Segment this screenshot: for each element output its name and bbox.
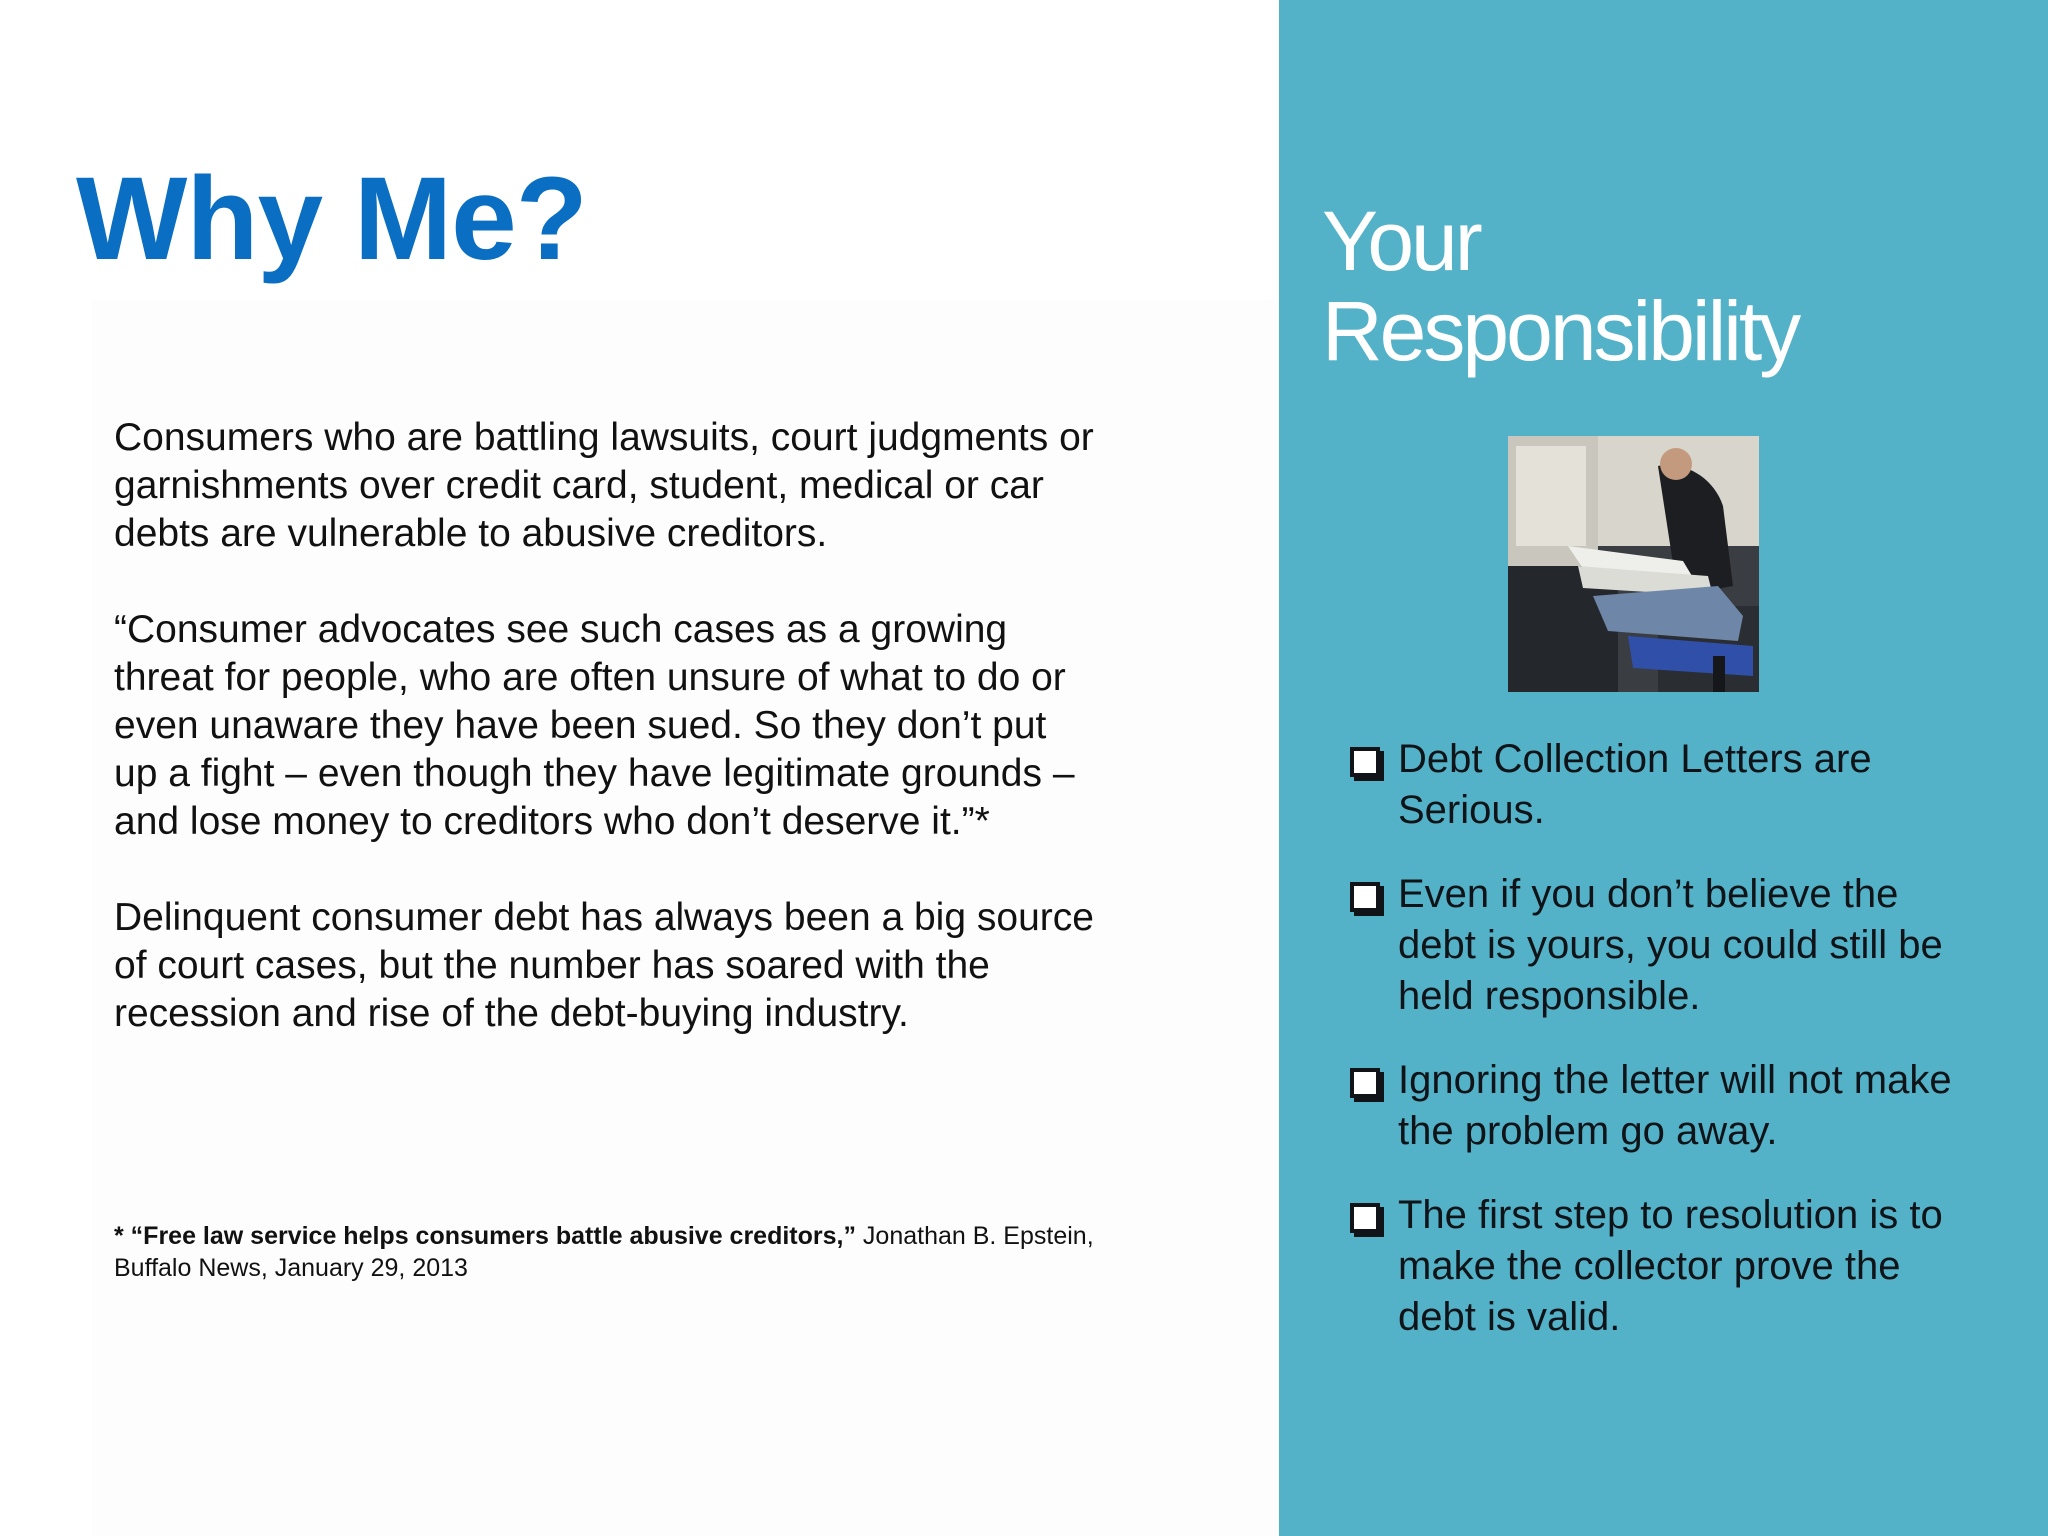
list-item: [1350, 1055, 1970, 1157]
checkbox-icon: [1350, 747, 1380, 777]
paragraph-1: Consumers who are battling lawsuits, court judgments or garnishments over credit card, student, medical or car debts are vulnerable to abusive creditors.: [114, 416, 1094, 555]
list-item-text: Debt Collection Letters are Serious.: [1398, 737, 1872, 832]
checkbox-icon: [1350, 1068, 1380, 1098]
responsibility-list: [1350, 734, 1970, 1376]
list-item: [1350, 1190, 1970, 1343]
paragraph-3: Delinquent consumer debt has always been a big source of court cases, but the number has soared with the recession and rise of the debt-buying industry.: [114, 896, 1094, 1035]
body-text: [114, 414, 1094, 1086]
checkbox-icon: [1350, 882, 1380, 912]
man-reading-papers-photo: [1508, 436, 1759, 692]
photo-illustration: [1508, 436, 1759, 692]
list-item: [1350, 734, 1970, 836]
list-item: [1350, 869, 1970, 1022]
list-item-text: Even if you don’t believe the debt is yours, you could still be held responsible.: [1398, 872, 1943, 1018]
slide-title: Why Me?: [76, 153, 587, 285]
panel-title-line-1: Your: [1322, 194, 1480, 288]
checkbox-icon: [1350, 1203, 1380, 1233]
paragraph-2-quote: “Consumer advocates see such cases as a growing threat for people, who are often unsure of what to do or even unaware they have been sued. So they don’t put up a fight – even though they have legitimate grounds – and lose money to creditors who don’t deserve it.”*: [114, 608, 1075, 843]
citation-source: Jonathan B. Epstein, Buffalo News, January 29, 2013: [114, 1222, 1094, 1282]
panel-title: [1322, 196, 2022, 376]
citation: [114, 1220, 1094, 1284]
list-item-text: Ignoring the letter will not make the problem go away.: [1398, 1058, 1952, 1153]
list-item-text: The first step to resolution is to make the collector prove the debt is valid.: [1398, 1193, 1943, 1339]
panel-title-line-2: Responsibility: [1322, 284, 1799, 378]
citation-article-title: * “Free law service helps consumers battle abusive creditors,”: [114, 1222, 856, 1250]
